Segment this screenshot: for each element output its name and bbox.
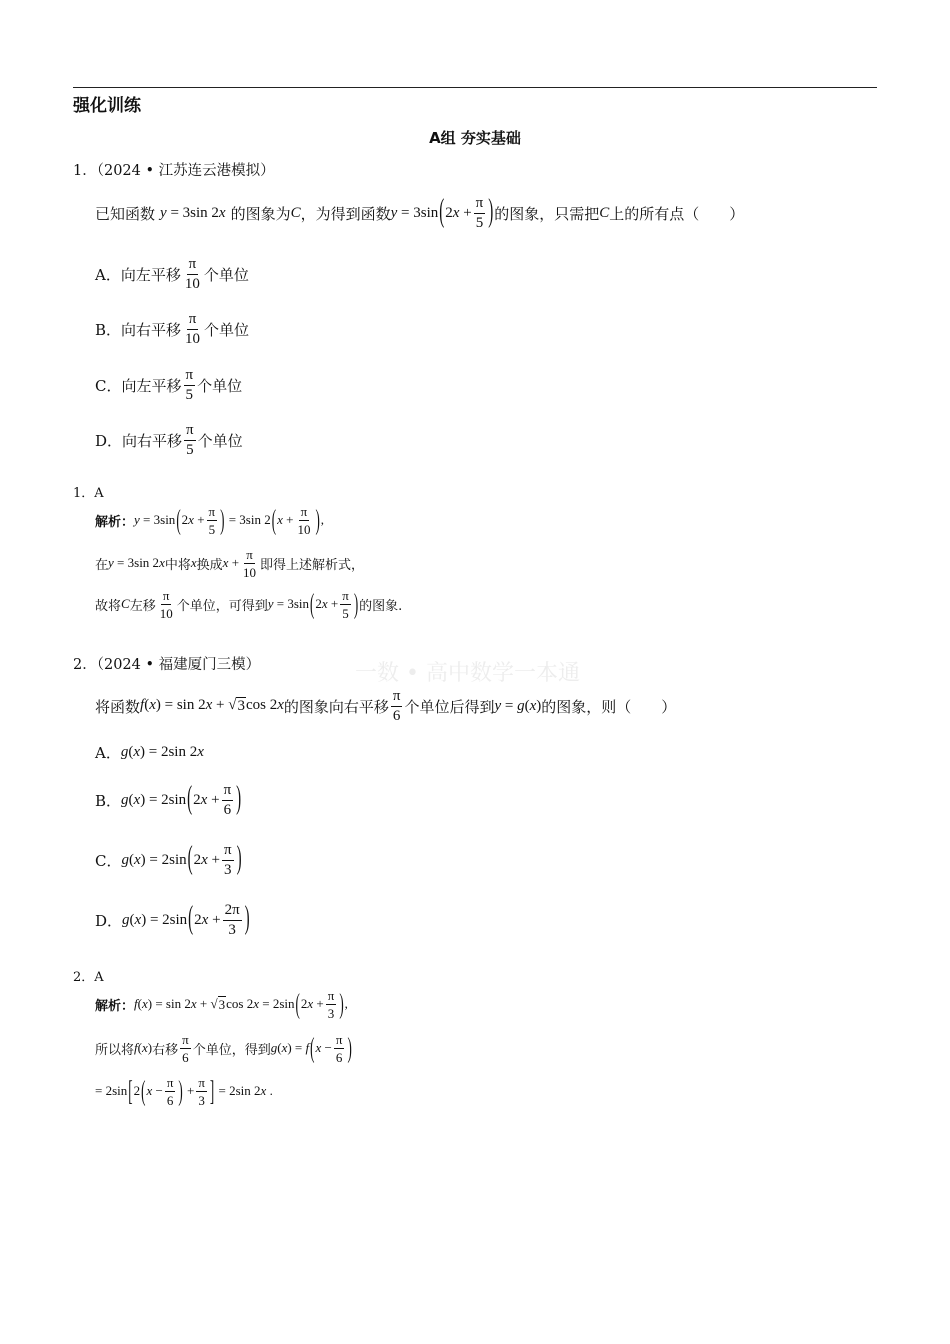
q1-option-a[interactable]: A． 向左平移 $\frac{\pi}{10}$ 个单位 <box>95 255 249 292</box>
q2-option-c[interactable]: C． g(x) = 2sin(2x + $\frac{\pi}{3}$ ) <box>95 841 242 878</box>
q2-header: 2．（2024 • 福建厦门三模） <box>73 657 261 673</box>
q1-explanation-line3: 故将 C 左移 $\frac{\pi}{10}$ 个单位，可得到 y = 3sin(2x + $\frac{\pi}{5}$ ) 的图象. <box>95 586 403 621</box>
q1-answer: 1．A <box>73 486 104 501</box>
q1-explanation-line2: 在 y = 3sin 2x 中将 x 换成 x + $\frac{\pi}{10}$ 即得上述解析式， <box>95 546 365 580</box>
q2-answer: 2．A <box>73 970 104 985</box>
q2-option-a[interactable]: A． g(x) = 2sin 2x <box>95 744 204 762</box>
q1-option-b[interactable]: B． 向右平移 $\frac{\pi}{10}$ 个单位 <box>95 310 250 347</box>
section-title: 强化训练 <box>73 96 141 116</box>
q2-stem: 将函数 f(x) = sin 2x + √ 3 cos 2x 的图象向右平移 $\frac{\pi}{6}$ 个单位后得到 y = g(x) 的图象，则（ ） <box>95 687 677 724</box>
q1-option-c[interactable]: C． 向左平移 $\frac{\pi}{5}$ 个单位 <box>95 366 243 403</box>
watermark: 一数 • 高中数学一本通 <box>355 661 580 686</box>
q1-option-d[interactable]: D． 向右平移 $\frac{\pi}{5}$ 个单位 <box>95 421 243 458</box>
q2-option-d[interactable]: D． g(x) = 2sin(2x + $\frac{2\pi}{3}$ ) <box>95 901 250 938</box>
q2-explanation-line3: = 2sin[2(x − $\frac{\pi}{6}$ ) + $\frac{\pi}{3}$ ] = 2sin 2x . <box>95 1073 273 1108</box>
q2-explanation-line1: 解析： f(x) = sin 2x + √ 3 cos 2x = 2sin(2x + $\frac{\pi}{3}$ ), <box>95 985 348 1021</box>
top-rule <box>73 87 877 88</box>
q2-explanation-line2: 所以将 f(x) 右移 $\frac{\pi}{6}$ 个单位，得到 g(x) = f(x − $\frac{\pi}{6}$ ) <box>95 1030 352 1065</box>
q1-header: 1．（2024 • 江苏连云港模拟） <box>73 163 275 179</box>
q1-stem: 已知函数 y = 3sin 2x 的图象为 C ，为得到函数 y = 3sin(2x + $\frac{\pi}{5}$ ) 的图象，只需把 C 上的所有点（ ） <box>95 194 745 231</box>
q2-option-b[interactable]: B． g(x) = 2sin(2x + $\frac{\pi}{6}$ ) <box>95 781 242 818</box>
q1-explanation-line1: 解析： y = 3sin(2x + $\frac{\pi}{5}$ ) = 3sin 2(x + $\frac{\pi}{10}$ ), <box>95 502 325 537</box>
group-title: A组 夯实基础 <box>429 129 521 147</box>
